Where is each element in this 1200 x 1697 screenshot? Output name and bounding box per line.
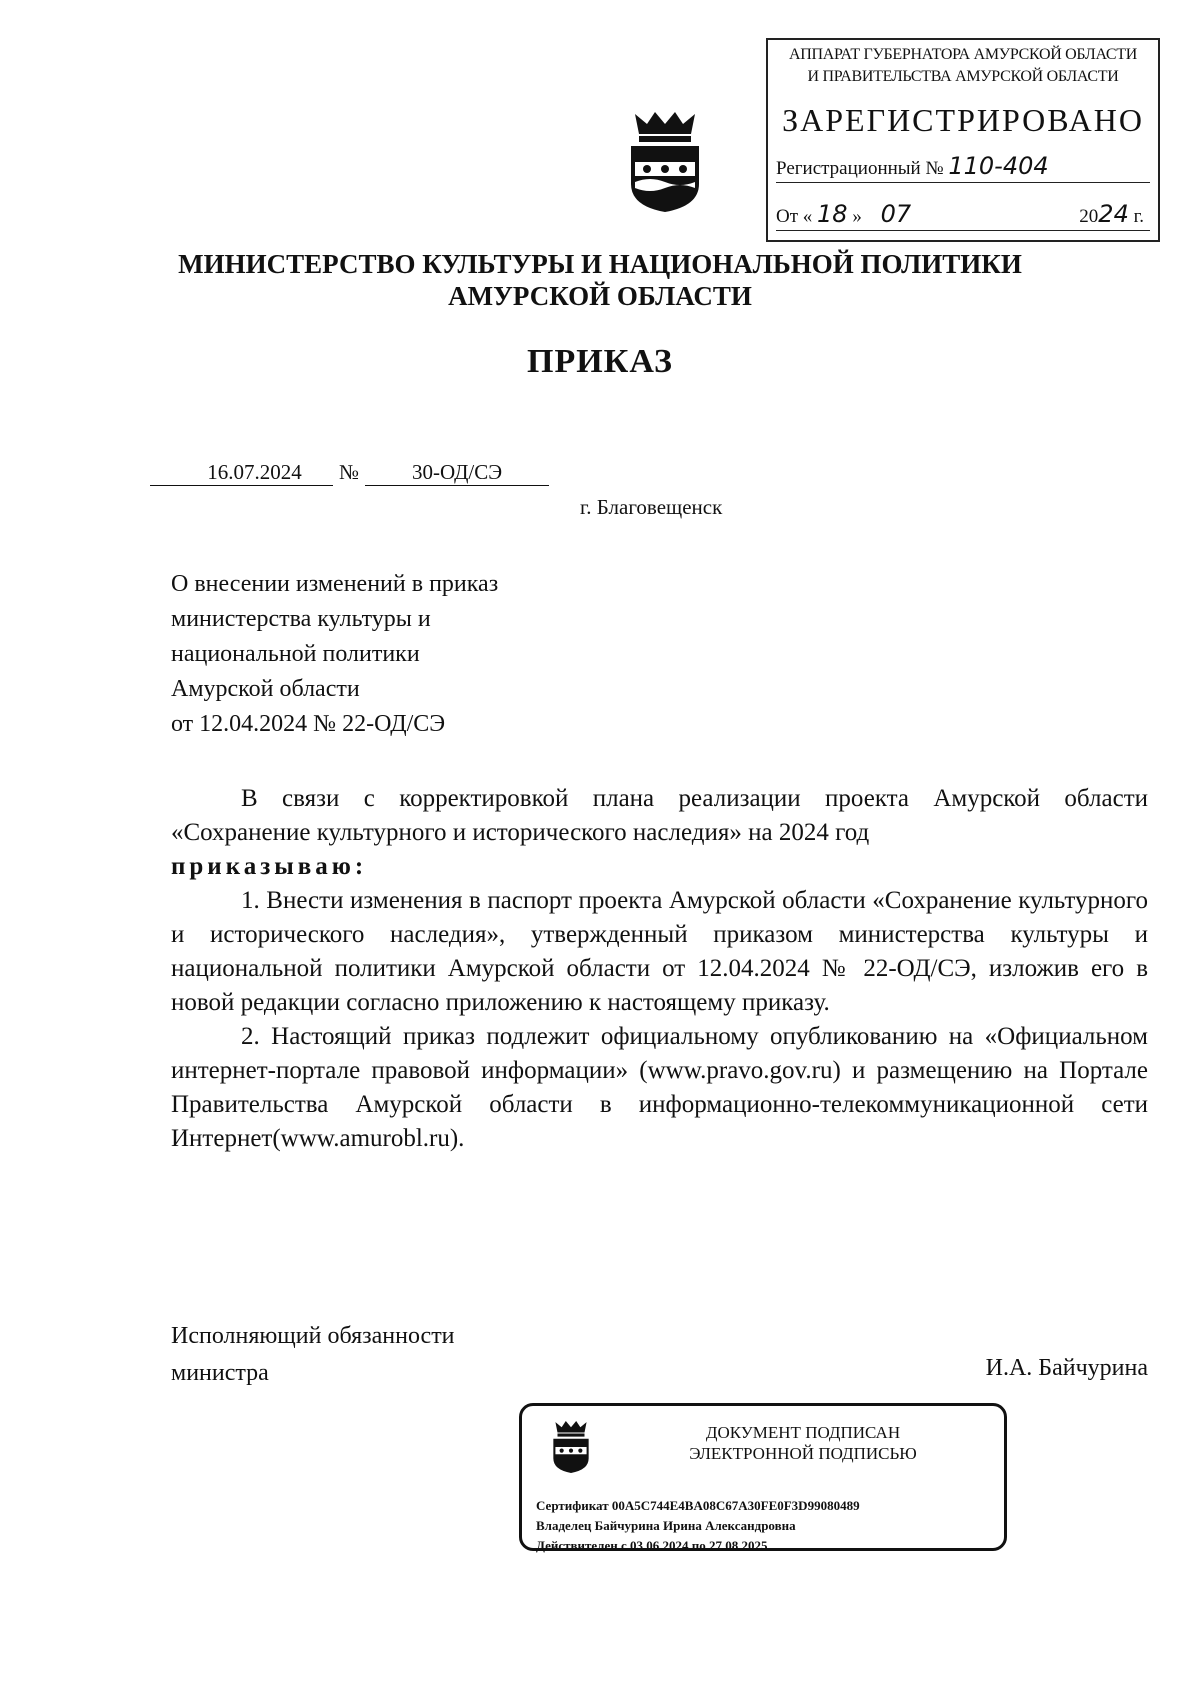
esig-details — [536, 1496, 860, 1556]
coat-of-arms-icon — [625, 110, 705, 214]
order-subject — [171, 567, 498, 742]
stamp-reg-label: Регистрационный № — [776, 158, 944, 179]
esig-cert-label: Сертификат — [536, 1498, 609, 1513]
esig-certificate-row — [536, 1496, 860, 1516]
order-city: г. Благовещенск — [580, 495, 723, 519]
esig-valid-from-label: с — [621, 1538, 627, 1553]
ministry-name-line2: АМУРСКОЙ ОБЛАСТИ — [448, 281, 752, 311]
signer-position-line2: министра — [171, 1360, 269, 1386]
subject-line: национальной политики — [171, 641, 420, 667]
stamp-registration-number-row — [776, 152, 1150, 183]
order-number: 30-ОД/СЭ — [365, 460, 549, 486]
esig-heading-line1: ДОКУМЕНТ ПОДПИСАН — [705, 1423, 901, 1442]
signer-name: И.А. Байчурина — [985, 1355, 1148, 1381]
order-number-label: № — [339, 460, 360, 484]
stamp-date-suffix: г. — [1133, 206, 1144, 227]
esig-validity-row — [536, 1536, 860, 1556]
coat-of-arms-icon — [550, 1420, 592, 1474]
stamp-date-year — [1079, 200, 1144, 228]
subject-line: от 12.04.2024 № 22-ОД/СЭ — [171, 711, 446, 737]
subject-line: министерства культуры и — [171, 606, 431, 632]
order-body — [171, 782, 1148, 1156]
esig-heading-line2: ЭЛЕКТРОННОЙ ПОДПИСЬЮ — [689, 1444, 917, 1463]
esig-heading — [602, 1422, 1004, 1464]
esig-owner-value: Байчурина Ирина Александровна — [594, 1518, 796, 1533]
esig-valid-label: Действителен — [536, 1538, 618, 1553]
stamp-date-year-prefix: 20 — [1079, 206, 1099, 227]
stamp-reg-number: 110-404 — [948, 152, 1049, 180]
esig-valid-to-label: по — [691, 1538, 706, 1553]
body-item-2: 2. Настоящий приказ подлежит официальному опубликованию на «Официальном интернет-портале правовой информации» (www.pravo.gov.ru) и размещению на Портале Правительства Амурской области в информационно-телекоммуникационной сети Интернет(www.amurobl.ru). — [171, 1023, 1148, 1152]
electronic-signature-stamp — [519, 1403, 1007, 1551]
stamp-authority-line2: И ПРАВИТЕЛЬСТВА АМУРСКОЙ ОБЛАСТИ — [807, 68, 1119, 85]
esig-valid-to: 27.08.2025 — [709, 1538, 768, 1553]
ministry-name — [0, 248, 1200, 312]
stamp-date-day: 18 — [817, 200, 848, 228]
esig-valid-from: 03.06.2024 — [630, 1538, 689, 1553]
stamp-registered-label: ЗАРЕГИСТРИРОВАНО — [782, 102, 1144, 138]
registration-stamp — [766, 38, 1160, 242]
stamp-date-year-suffix: 24 — [1098, 200, 1129, 228]
stamp-authority-line1: АППАРАТ ГУБЕРНАТОРА АМУРСКОЙ ОБЛАСТИ — [788, 46, 1138, 63]
body-item-1: 1. Внести изменения в паспорт проекта Амурской области «Сохранение культурного и исторического наследия», утвержденный приказом министерства культуры и национальной политики Амурской области от 12.04.2024 № 22-ОД/СЭ, изложив его в новой редакции согласно приложению к настоящему приказу. — [171, 887, 1148, 1016]
body-preamble: В связи с корректировкой плана реализации проекта Амурской области «Сохранение культурного и исторического наследия» на 2024 год — [171, 785, 1148, 846]
esig-cert-value: 00A5C744E4BA08C67A30FE0F3D99080489 — [611, 1498, 860, 1513]
subject-line: О внесении изменений в приказ — [171, 571, 499, 597]
stamp-date-month: 07 — [880, 200, 912, 228]
stamp-date-prefix: От « — [776, 206, 813, 227]
signer-position-line1: Исполняющий обязанности — [171, 1323, 455, 1349]
order-date-number-row — [150, 460, 549, 486]
document-type-title: ПРИКАЗ — [527, 343, 673, 380]
esig-owner-label: Владелец — [536, 1518, 592, 1533]
esig-owner-row — [536, 1516, 860, 1536]
stamp-date-mid: » — [852, 206, 862, 227]
subject-line: Амурской области — [171, 676, 360, 702]
stamp-date-row — [776, 200, 1150, 231]
body-order-word: приказываю: — [171, 853, 368, 880]
order-date: 16.07.2024 — [150, 460, 333, 486]
ministry-name-line1: МИНИСТЕРСТВО КУЛЬТУРЫ И НАЦИОНАЛЬНОЙ ПОЛИТИКИ — [178, 249, 1022, 279]
signer-position — [171, 1318, 455, 1392]
